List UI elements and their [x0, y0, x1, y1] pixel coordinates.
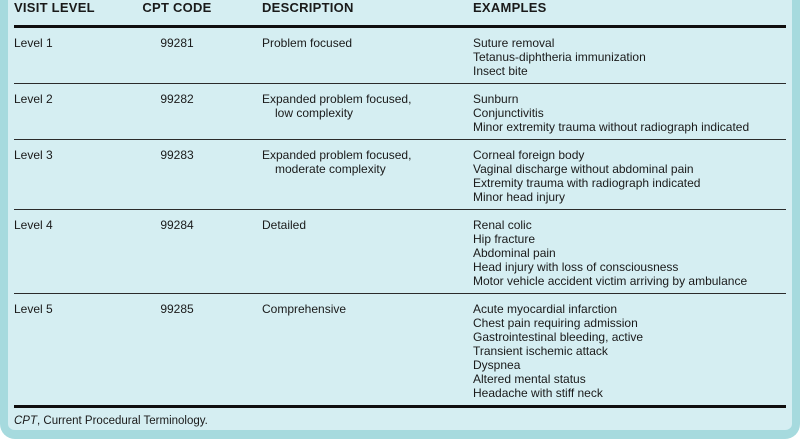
- example-line: Tetanus-diphtheria immunization: [473, 50, 646, 64]
- description-cell: [262, 84, 473, 140]
- example-line: Extremity trauma with radiograph indicated: [473, 176, 701, 190]
- table-row: [14, 294, 786, 406]
- cpt-levels-table: [14, 0, 786, 405]
- description-line: moderate complexity: [275, 162, 386, 176]
- example-line: Suture removal: [473, 36, 555, 50]
- example-line: Vaginal discharge without abdominal pain: [473, 162, 694, 176]
- description-line: Expanded problem focused,: [262, 92, 412, 106]
- example-line: Sunburn: [473, 92, 519, 106]
- examples-cell: [473, 27, 786, 84]
- table-row: [14, 210, 786, 294]
- header-row: [14, 0, 786, 27]
- description-cell: [262, 27, 473, 84]
- example-line: Conjunctivitis: [473, 106, 544, 120]
- table-row: [14, 27, 786, 84]
- column-header-examples: EXAMPLES: [473, 0, 786, 27]
- example-line: Corneal foreign body: [473, 148, 585, 162]
- visit-level-cell: Level 5: [14, 294, 137, 406]
- cpt-code-cell: 99285: [137, 294, 262, 406]
- column-header-cpt-code: CPT CODE: [137, 0, 262, 27]
- column-header-description: DESCRIPTION: [262, 0, 473, 27]
- examples-cell: [473, 140, 786, 210]
- cpt-code-cell: 99281: [160, 36, 194, 50]
- example-line: Acute myocardial infarction: [473, 302, 618, 316]
- description-line: Problem focused: [262, 36, 353, 50]
- example-line: Head injury with loss of consciousness: [473, 260, 679, 274]
- cpt-code-cell: 99282: [137, 84, 262, 140]
- visit-level-cell: Level 4: [14, 210, 137, 294]
- table-footnote: [14, 405, 786, 428]
- examples-cell: [473, 294, 786, 406]
- description-cell: [262, 210, 473, 294]
- cpt-code-cell: 99284: [137, 210, 262, 294]
- description-line: Comprehensive: [262, 302, 347, 316]
- example-line: Transient ischemic attack: [473, 344, 608, 358]
- footnote-abbreviation: CPT: [14, 415, 37, 427]
- cpt-code-cell: 99283: [137, 140, 262, 210]
- example-line: Dyspnea: [473, 358, 521, 372]
- example-line: Insect bite: [473, 64, 528, 78]
- description-line: Expanded problem focused,: [262, 148, 412, 162]
- visit-level-cell: Level 3: [14, 140, 137, 210]
- footnote-text: , Current Procedural Terminology.: [37, 415, 208, 427]
- example-line: Minor extremity trauma without radiograph indicated: [473, 120, 750, 134]
- column-header-visit-level: VISIT LEVEL: [14, 0, 137, 27]
- visit-level-cell: Level 1: [14, 36, 53, 50]
- visit-level-cell: Level 2: [14, 84, 137, 140]
- description-line: low complexity: [275, 106, 354, 120]
- example-line: Minor head injury: [473, 190, 566, 204]
- example-line: Altered mental status: [473, 372, 586, 386]
- description-line: Detailed: [262, 218, 307, 232]
- example-line: Hip fracture: [473, 232, 536, 246]
- example-line: Gastrointestinal bleeding, active: [473, 330, 644, 344]
- description-cell: [262, 294, 473, 406]
- example-line: Abdominal pain: [473, 246, 556, 260]
- example-line: Motor vehicle accident victim arriving by ambulance: [473, 274, 748, 288]
- examples-cell: [473, 84, 786, 140]
- table-row: [14, 140, 786, 210]
- example-line: Renal colic: [473, 218, 532, 232]
- example-line: Headache with stiff neck: [473, 386, 603, 400]
- examples-cell: [473, 210, 786, 294]
- description-cell: [262, 140, 473, 210]
- table-row: [14, 84, 786, 140]
- example-line: Chest pain requiring admission: [473, 316, 638, 330]
